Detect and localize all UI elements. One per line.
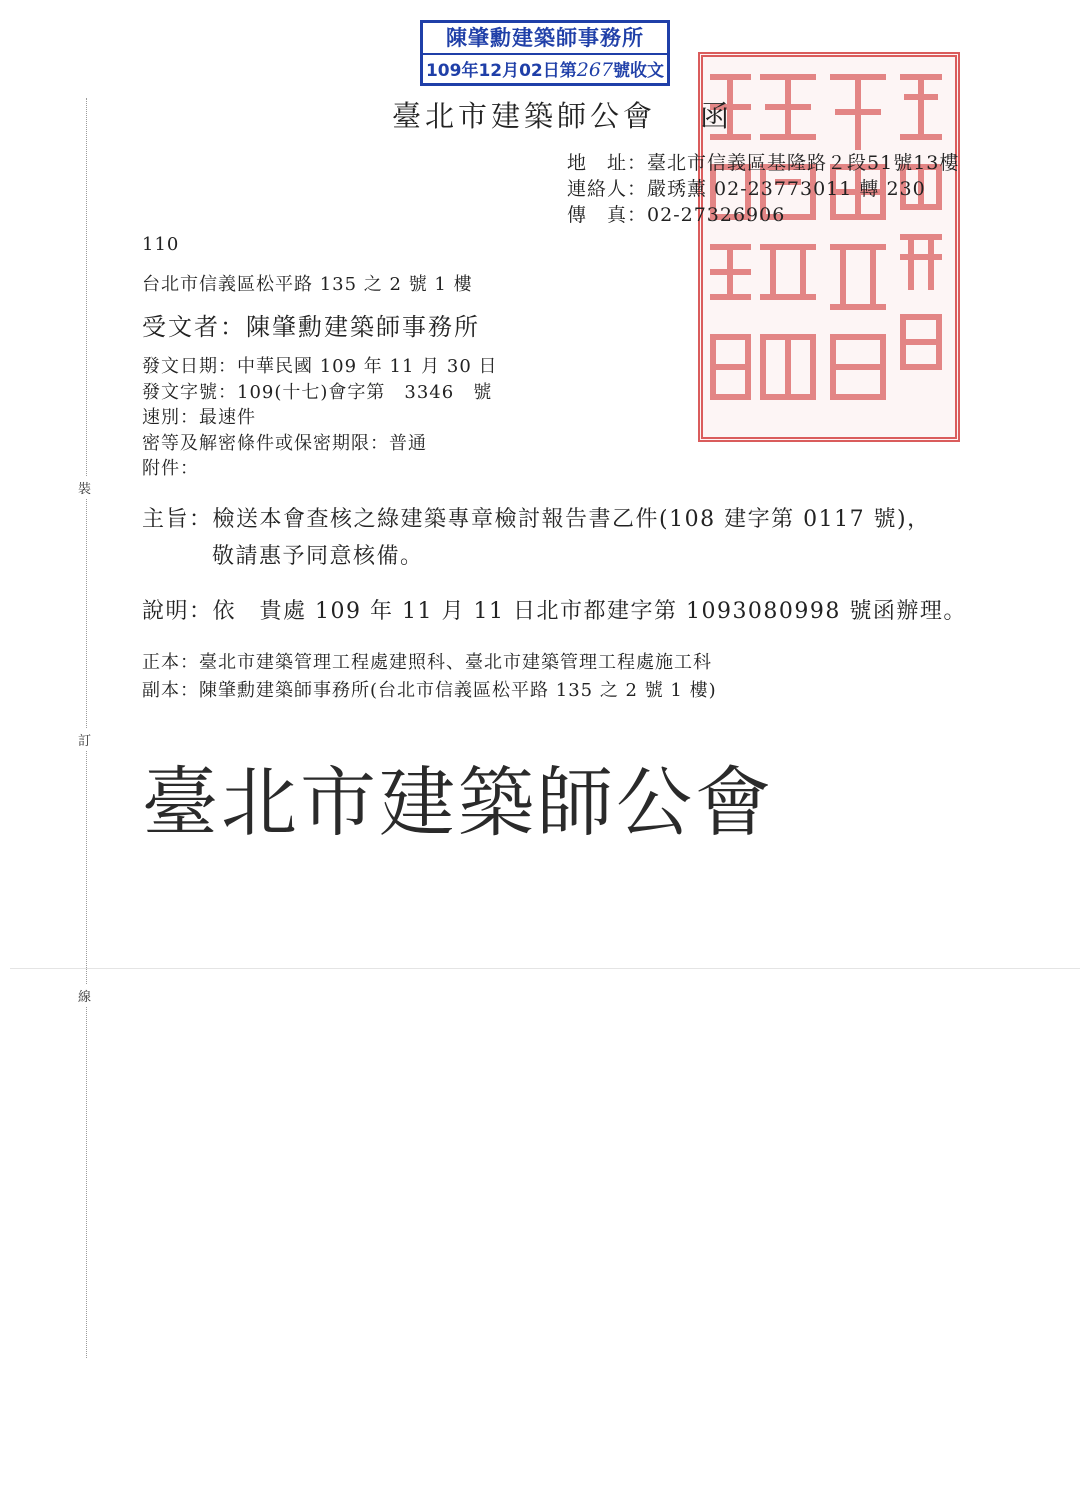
issue-date-label: 發文日期： bbox=[142, 356, 237, 377]
speed-row bbox=[142, 403, 256, 429]
issuing-organization: 臺北市建築師公會 bbox=[392, 99, 657, 133]
explanation-label: 說明： bbox=[142, 599, 213, 624]
paper-fold-line bbox=[10, 968, 1080, 969]
attachments-label: 附件： bbox=[142, 458, 199, 479]
subject-text-2: 敬請惠予同意核備。 bbox=[212, 544, 424, 569]
binding-mark-zhuang: 裝 bbox=[78, 476, 91, 499]
received-stamp-number-suffix: 號收文 bbox=[613, 61, 665, 81]
received-stamp bbox=[420, 20, 670, 86]
security-value: 普通 bbox=[389, 433, 427, 454]
explanation-text: 依 貴處 109 年 11 月 11 日北市都建字第 1093080998 號函辦理。 bbox=[212, 599, 967, 624]
recipient-name: 陳肇勳建築師事務所 bbox=[246, 313, 480, 341]
explanation-row bbox=[142, 594, 967, 625]
document-type: 函 bbox=[700, 99, 734, 133]
subject-line-1 bbox=[142, 502, 931, 533]
subject-label: 主旨： bbox=[142, 507, 213, 532]
duplicate-copy-row bbox=[142, 676, 717, 702]
issue-date-row bbox=[142, 352, 498, 378]
original-copy-row bbox=[142, 648, 712, 674]
reference-label: 發文字號： bbox=[142, 382, 237, 403]
issue-date: 中華民國 109 年 11 月 30 日 bbox=[237, 356, 498, 377]
attachments-row bbox=[142, 454, 199, 480]
official-seal bbox=[698, 52, 960, 442]
speed-value: 最速件 bbox=[199, 407, 256, 428]
reference-number-row bbox=[142, 378, 492, 404]
recipient-label: 受文者： bbox=[142, 313, 246, 341]
fax-value: 02-27326906 bbox=[647, 204, 786, 226]
address-value: 臺北市信義區基隆路２段51號13樓 bbox=[647, 152, 960, 174]
received-stamp-office: 陳肇勳建築師事務所 bbox=[423, 23, 667, 55]
contact-address-row bbox=[567, 148, 959, 175]
contact-fax-row bbox=[567, 200, 785, 227]
recipient-row bbox=[142, 307, 480, 342]
original-copy-label: 正本： bbox=[142, 652, 199, 673]
security-label: 密等及解密條件或保密期限： bbox=[142, 433, 389, 454]
fax-label: 傳 真： bbox=[567, 204, 648, 226]
seal-glyphs-graphic bbox=[703, 57, 955, 437]
footer-organization-name: 臺北市建築師公會 bbox=[142, 758, 774, 847]
document-title bbox=[392, 94, 733, 135]
postal-code: 110 bbox=[142, 234, 180, 255]
received-stamp-date-row bbox=[423, 55, 667, 85]
binding-mark-ding: 訂 bbox=[78, 728, 91, 751]
address-label: 地 址： bbox=[567, 152, 648, 174]
subject-text-1: 檢送本會查核之綠建築專章檢討報告書乙件(108 建字第 0117 號)， bbox=[212, 507, 931, 532]
speed-label: 速別： bbox=[142, 407, 199, 428]
received-stamp-date: 109年12月02日 bbox=[425, 61, 560, 81]
duplicate-copy-label: 副本： bbox=[142, 680, 199, 701]
recipient-address: 台北市信義區松平路 135 之 2 號 1 樓 bbox=[142, 274, 473, 295]
received-stamp-number-prefix: 第 bbox=[559, 61, 577, 81]
contact-value: 嚴琇薰 02-23773011 轉 230 bbox=[647, 178, 926, 200]
binding-mark-xian: 線 bbox=[78, 984, 91, 1007]
security-row bbox=[142, 429, 427, 455]
contact-label: 連絡人： bbox=[567, 178, 648, 200]
received-stamp-number: 267 bbox=[576, 59, 614, 81]
duplicate-copy-recipients: 陳肇勳建築師事務所(台北市信義區松平路 135 之 2 號 1 樓) bbox=[199, 680, 717, 701]
reference-number: 109(十七)會字第 3346 號 bbox=[237, 382, 493, 403]
original-copy-recipients: 臺北市建築管理工程處建照科、臺北市建築管理工程處施工科 bbox=[199, 652, 712, 673]
contact-person-row bbox=[567, 174, 926, 201]
